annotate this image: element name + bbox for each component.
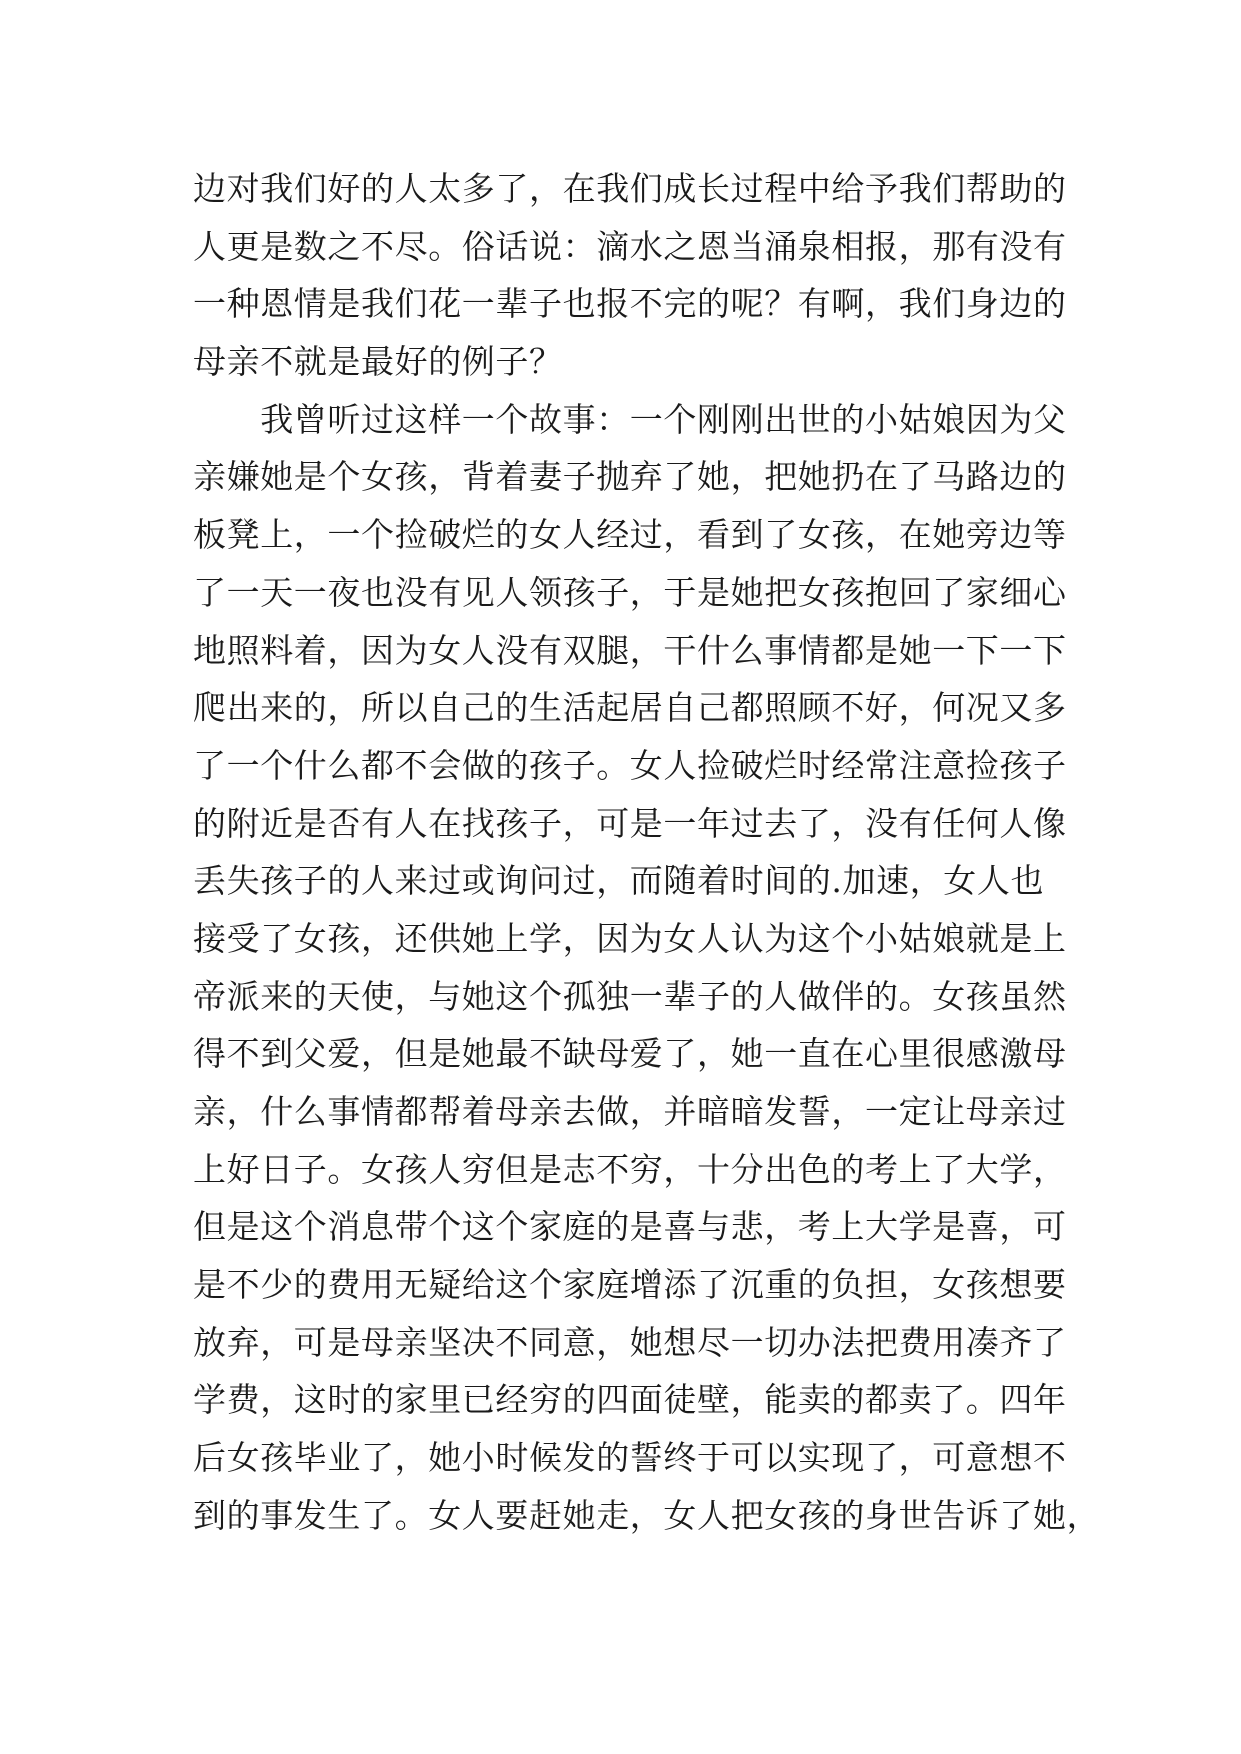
text-line: 后女孩毕业了，她小时候发的誓终于可以实现了，可意想不: [193, 1438, 1067, 1478]
text-line: 放弃，可是母亲坚决不同意，她想尽一切办法把费用凑齐了: [193, 1322, 1067, 1362]
text-line: 得不到父爱，但是她最不缺母爱了，她一直在心里很感激母: [193, 1034, 1067, 1074]
text-line: 地照料着，因为女人没有双腿，干什么事情都是她一下一下: [193, 630, 1067, 670]
text-line: 了一天一夜也没有见人领孩子，于是她把女孩抱回了家细心: [193, 572, 1067, 612]
text-line: 的附近是否有人在找孩子，可是一年过去了，没有任何人像: [193, 803, 1067, 843]
text-line: 爬出来的，所以自己的生活起居自己都照顾不好，何况又多: [193, 688, 1067, 728]
text-line: 亲，什么事情都帮着母亲去做，并暗暗发誓，一定让母亲过: [193, 1092, 1067, 1131]
text-line: 丢失孩子的人来过或询问过，而随着时间的.加速，女人也: [193, 861, 1045, 901]
text-line: 学费，这时的家里已经穷的四面徒壁，能卖的都卖了。四年: [193, 1380, 1067, 1420]
text-line: 接受了女孩，还供她上学，因为女人认为这个小姑娘就是上: [193, 918, 1067, 958]
text-line: 边对我们好的人太多了，在我们成长过程中给予我们帮助的: [193, 169, 1067, 208]
body-text: [193, 160, 1101, 1545]
text-line: 母亲不就是最好的例子？: [193, 342, 563, 382]
text-line: 但是这个消息带个这个家庭的是喜与悲，考上大学是喜，可: [193, 1207, 1067, 1247]
text-line: 是不少的费用无疑给这个家庭增添了沉重的负担，女孩想要: [193, 1265, 1067, 1305]
text-line: 亲嫌她是个女孩，背着妻子抛弃了她，把她扔在了马路边的: [193, 457, 1067, 497]
text-line: 了一个什么都不会做的孩子。女人捡破烂时经常注意捡孩子: [193, 745, 1067, 785]
text-line: 人更是数之不尽。俗话说：滴水之恩当涌泉相报，那有没有: [193, 226, 1067, 266]
text-line: 到的事发生了。女人要赶她走，女人把女孩的身世告诉了她，: [193, 1495, 1101, 1535]
text-line: 一种恩情是我们花一辈子也报不完的呢？有啊，我们身边的: [193, 284, 1067, 324]
text-line: 上好日子。女孩人穷但是志不穷，十分出色的考上了大学，: [193, 1149, 1067, 1189]
text-line: 板凳上，一个捡破烂的女人经过，看到了女孩，在她旁边等: [193, 515, 1067, 555]
text-line: 帝派来的天使，与她这个孤独一辈子的人做伴的。女孩虽然: [193, 976, 1067, 1016]
text-line: 我曾听过这样一个故事：一个刚刚出世的小姑娘因为父: [193, 399, 1067, 439]
